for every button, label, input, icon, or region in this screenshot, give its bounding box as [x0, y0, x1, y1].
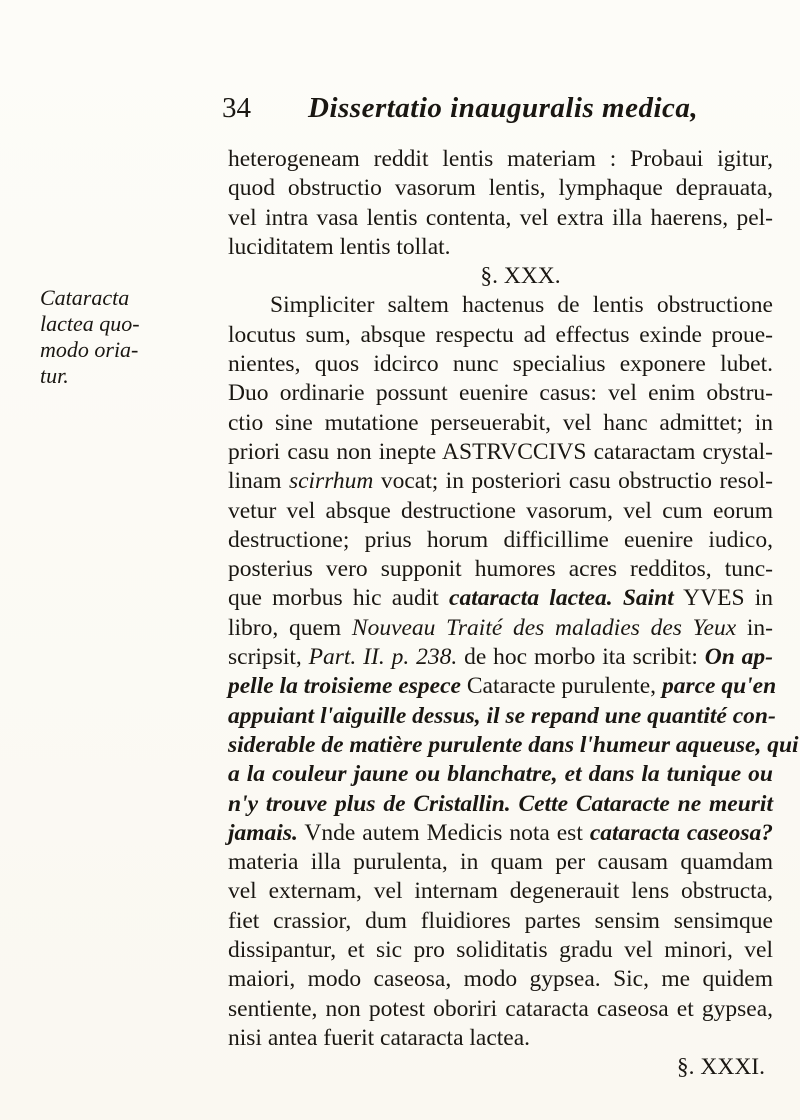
text-line [228, 760, 773, 789]
text-segment: Nouveau Traité des maladies des Yeux [351, 614, 737, 641]
margin-note-line: modo oria- [40, 337, 139, 362]
text-line [228, 877, 773, 906]
text-segment: luciditatem lentis tollat. [228, 233, 451, 260]
text-segment: Part. II. p. 238. [308, 644, 458, 671]
text-segment: de hoc morbo ita scribit: [457, 644, 705, 671]
text-segment: vetur vel absque destructione vasorum, vel cum eorum [228, 497, 773, 524]
text-segment: locutus sum, absque respectu ad effectus exinde proue- [228, 321, 773, 348]
text-segment: vocat; in posteriori casu obstructio resol- [373, 468, 773, 495]
page-number: 34 [222, 92, 251, 124]
running-title: Dissertatio inauguralis medica, [308, 92, 699, 124]
text-line [228, 819, 773, 848]
text-line [228, 350, 773, 379]
text-segment: linam [228, 468, 289, 495]
page-header [222, 92, 762, 132]
text-segment: On ap- [704, 644, 773, 671]
text-segment: maiori, modo caseosa, modo gypsea. Sic, me quidem [228, 966, 773, 993]
text-segment: fiet crassior, dum fluidiores partes sensim sensimque [228, 907, 773, 934]
text-line [228, 584, 773, 613]
text-line [228, 379, 773, 408]
text-line [228, 204, 773, 233]
margin-note-line: lactea quo- [40, 311, 140, 336]
text-segment [613, 585, 623, 611]
text-segment: pelle la troisieme espece [228, 673, 461, 700]
next-section-heading: §. XXXI. [676, 1054, 765, 1081]
text-line [228, 497, 773, 526]
text-segment: n'y trouve plus de Cristallin. Cette Cataracte ne meurit [228, 790, 773, 817]
text-segment: cataracta lactea. [449, 585, 613, 612]
text-segment: libro, quem [228, 614, 352, 641]
text-line [228, 643, 773, 672]
text-line [228, 1024, 773, 1053]
text-segment: siderable de matière purulente dans l'humeur aqueuse, qui [228, 731, 799, 758]
text-line [228, 233, 773, 262]
text-segment: destructione; prius horum difficillime euenire iudico, [228, 526, 773, 553]
text-segment: priori casu non inepte ASTRVCCIVS cataractam crystal- [228, 438, 773, 465]
text-segment: Simpliciter saltem hactenus de lentis obstructione [270, 292, 773, 319]
text-line [228, 848, 773, 877]
text-segment: Duo ordinarie possunt euenire casus: vel enim obstru- [228, 380, 773, 407]
text-line [228, 291, 773, 320]
text-line [228, 731, 799, 760]
text-segment: a la couleur jaune ou blanchatre, et dans la tunique ou [228, 761, 773, 788]
text-line [228, 526, 773, 555]
text-segment: Cataracte purulente, [460, 673, 662, 700]
text-segment: scirrhum [288, 468, 374, 495]
text-segment: quod obstructio vasorum lentis, lymphaque deprauata, [228, 175, 773, 202]
text-line [228, 790, 773, 819]
text-segment: vel intra vasa lentis contenta, vel extra illa haerens, pel- [228, 204, 773, 231]
text-line [228, 995, 773, 1024]
text-segment: sentiente, non potest oboriri cataracta caseosa et gypsea, [228, 995, 773, 1022]
text-segment: que morbus hic audit [228, 585, 450, 612]
text-line [228, 438, 773, 467]
text-segment: appuiant l'aiguille dessus, il se repand une quantité con- [228, 702, 776, 729]
text-segment: scripsit, [228, 644, 309, 671]
text-segment: jamais. [228, 819, 298, 846]
text-line [228, 555, 773, 584]
text-segment: materia illa purulenta, in quam per causam quamdam [228, 849, 773, 876]
text-segment: ctio sine mutatione perseuerabit, vel hanc admittet; in [228, 409, 773, 436]
text-segment: parce qu'en [661, 673, 777, 700]
text-segment: nientes, quos idcirco nunc specialius exponere lubet. [228, 351, 773, 378]
text-segment: vel externam, vel internam degenerauit lens obstructa, [228, 878, 773, 905]
text-line [228, 467, 773, 496]
text-line [228, 672, 777, 701]
text-line [228, 907, 773, 936]
text-line [228, 321, 773, 350]
margin-note [40, 285, 192, 389]
section-heading: §. XXX. [480, 263, 561, 290]
text-segment: Vnde autem Medicis nota est [297, 819, 590, 846]
margin-note-line: Cataracta [40, 285, 130, 310]
body-text [228, 145, 799, 1083]
text-line [228, 702, 776, 731]
text-segment: dissipantur, et sic pro soliditatis gradu vel minori, vel [228, 937, 773, 964]
margin-note-line: tur. [40, 363, 69, 388]
text-segment: nisi antea fuerit cataracta lactea. [228, 1024, 531, 1051]
text-line [228, 174, 773, 203]
text-line [228, 965, 773, 994]
text-line [228, 409, 773, 438]
text-segment: in- [736, 614, 773, 641]
text-segment: YVES in [673, 585, 774, 612]
text-line [228, 936, 773, 965]
text-segment: cataracta caseosa? [589, 819, 774, 846]
text-line [228, 145, 773, 174]
text-segment: heterogeneam reddit lentis materiam : Probaui igitur, [228, 146, 773, 172]
text-segment: Saint [622, 585, 674, 612]
text-segment: posterius vero supponit humores acres redditos, tunc- [228, 556, 773, 583]
text-line [228, 614, 773, 643]
